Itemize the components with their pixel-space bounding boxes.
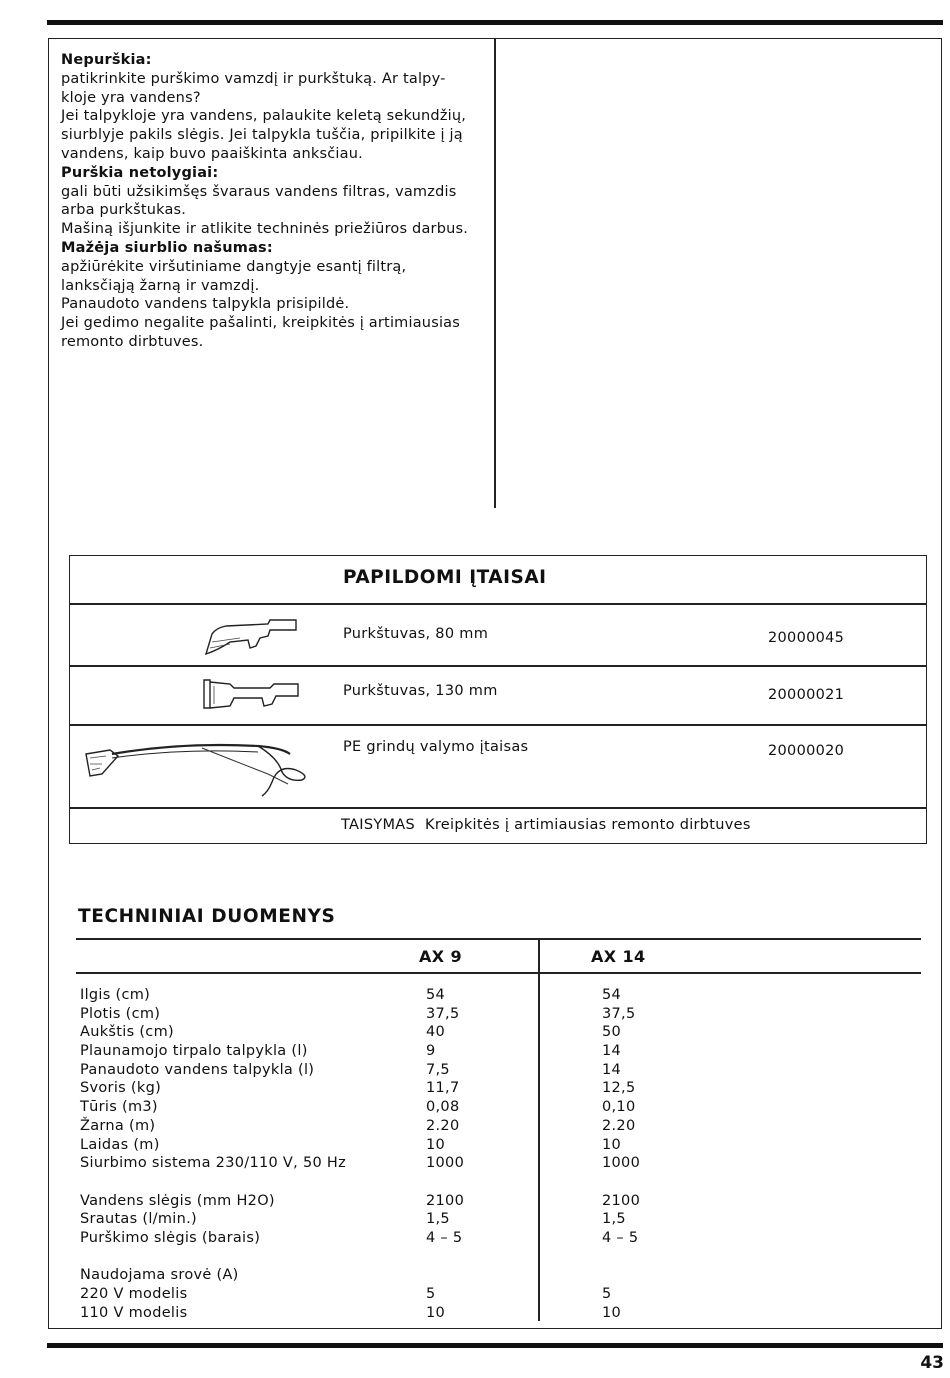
trouble-line: siurblyje pakils slėgis. Jei talpykla tuščia, pripilkite į ją (61, 127, 463, 144)
spec-value: 2.20 (426, 1117, 460, 1134)
spec-label: Naudojama srovė (A) (80, 1267, 239, 1284)
spec-label: 110 V modelis (80, 1304, 188, 1321)
spec-label: Ilgis (cm) (80, 987, 151, 1003)
trouble-heading: Purškia netolygiai: (61, 164, 219, 181)
trouble-heading: Nepurškia: (61, 52, 152, 68)
tech-rule (76, 938, 921, 940)
spec-value: 1000 (602, 1155, 641, 1172)
spec-value (426, 1248, 464, 1267)
spec-value: 37,5 (602, 1005, 636, 1022)
trouble-line: gali būti užsikimšęs švaraus vandens filtras, vamzdis (61, 183, 457, 200)
page-number: 43 (920, 1353, 944, 1373)
tech-title: TECHNINIAI DUOMENYS (78, 906, 336, 927)
column-divider (494, 38, 496, 508)
tech-column-divider (538, 938, 540, 1321)
spec-value: 4 – 5 (602, 1229, 639, 1246)
model-header-ax14: AX 14 (591, 947, 646, 966)
spec-value: 0,10 (602, 1099, 636, 1116)
spec-label: Tūris (m3) (80, 1099, 158, 1116)
trouble-line: vandens, kaip buvo paaiškinta anksčiau. (61, 145, 363, 162)
top-rule (47, 20, 943, 25)
spec-label: Laidas (m) (80, 1136, 160, 1153)
spec-value: 12,5 (602, 1080, 636, 1097)
repair-note (341, 817, 751, 833)
spec-label: Aukštis (cm) (80, 1024, 174, 1041)
trouble-line: Mašiną išjunkite ir atlikite techninės priežiūros darbus. (61, 221, 469, 238)
spec-value: 10 (426, 1136, 446, 1153)
spec-value: 37,5 (426, 1005, 460, 1022)
trouble-line: Jei gedimo negalite pašalinti, kreipkitės į artimiausias (61, 315, 461, 332)
floor-tool-icon (82, 734, 308, 800)
spec-label: Žarna (m) (80, 1117, 156, 1134)
spec-value: 50 (602, 1024, 622, 1041)
spec-value: 14 (602, 1043, 622, 1060)
troubleshooting-section (61, 51, 486, 352)
trouble-line: Jei talpykloje yra vandens, palaukite keletą sekundžių, (61, 108, 467, 125)
model-header-ax9: AX 9 (419, 947, 463, 966)
spec-value: 5 (426, 1286, 436, 1302)
spec-value: 9 (426, 1043, 436, 1060)
spec-value: 40 (426, 1024, 446, 1041)
trouble-line: remonto dirbtuves. (61, 333, 204, 350)
accessory-name: PE grindų valymo įtaisas (343, 739, 529, 755)
spec-value (602, 1266, 640, 1285)
accessory-code: 20000020 (768, 743, 845, 759)
accessory-name: Purkštuvas, 130 mm (343, 683, 498, 699)
trouble-line: kloje yra vandens? (61, 89, 201, 106)
spec-value (602, 1248, 640, 1267)
spec-label (80, 1248, 346, 1267)
bottom-rule (47, 1343, 943, 1348)
spec-label: Plotis (cm) (80, 1005, 161, 1022)
spec-value: 2100 (426, 1192, 465, 1209)
accessory-name: Purkštuvas, 80 mm (343, 626, 489, 642)
table-divider (70, 603, 926, 605)
spec-label: Plaunamojo tirpalo talpykla (l) (80, 1043, 308, 1060)
trouble-line: Panaudoto vandens talpykla prisipildė. (61, 296, 350, 313)
spec-label: 220 V modelis (80, 1286, 188, 1302)
trouble-line: patikrinkite purškimo vamzdį ir purkštuką. Ar talpy- (61, 70, 446, 87)
accessories-table (69, 555, 927, 844)
spec-label: Srautas (l/min.) (80, 1211, 197, 1228)
spec-value: 10 (426, 1304, 446, 1321)
trouble-line: arba purkštukas. (61, 202, 187, 219)
spec-values-ax9 (426, 986, 464, 1322)
spec-values-ax14 (602, 986, 640, 1322)
repair-text: Kreipkitės į artimiausias remonto dirbtuves (425, 817, 751, 833)
nozzle-130-icon (200, 674, 302, 714)
spec-value: 2.20 (602, 1117, 636, 1134)
accessories-title: PAPILDOMI ĮTAISAI (343, 567, 547, 588)
accessory-code: 20000021 (768, 687, 845, 703)
spec-value: 5 (602, 1286, 612, 1302)
accessory-code: 20000045 (768, 630, 845, 646)
spec-label: Purškimo slėgis (barais) (80, 1229, 261, 1246)
spec-value: 1,5 (426, 1211, 450, 1228)
spec-value (426, 1266, 464, 1285)
spec-value: 54 (602, 987, 622, 1003)
spec-value: 54 (426, 987, 446, 1003)
table-divider (70, 665, 926, 667)
spec-value: 2100 (602, 1192, 641, 1209)
spec-label (80, 1173, 346, 1192)
spec-value: 7,5 (426, 1061, 450, 1078)
spec-label: Vandens slėgis (mm H2O) (80, 1192, 275, 1209)
spec-label: Panaudoto vandens talpykla (l) (80, 1061, 315, 1078)
spec-value: 4 – 5 (426, 1229, 463, 1246)
spec-value: 10 (602, 1304, 622, 1321)
repair-label: TAISYMAS (341, 817, 416, 833)
table-divider (70, 807, 926, 809)
spec-label: Svoris (kg) (80, 1080, 162, 1097)
spec-value (426, 1173, 464, 1192)
table-divider (70, 724, 926, 726)
spec-value: 11,7 (426, 1080, 460, 1097)
spec-value: 10 (602, 1136, 622, 1153)
trouble-heading: Mažėja siurblio našumas: (61, 239, 273, 256)
spec-labels (80, 986, 346, 1322)
nozzle-80-icon (200, 616, 300, 660)
spec-value: 14 (602, 1061, 622, 1078)
trouble-line: apžiūrėkite viršutiniame dangtyje esantį filtrą, (61, 258, 407, 275)
spec-label: Siurbimo sistema 230/110 V, 50 Hz (80, 1155, 347, 1172)
tech-rule (76, 972, 921, 974)
spec-value: 0,08 (426, 1099, 460, 1116)
trouble-line: lanksčiąją žarną ir vamzdį. (61, 277, 260, 294)
spec-value (602, 1173, 640, 1192)
spec-value: 1000 (426, 1155, 465, 1172)
spec-value: 1,5 (602, 1211, 626, 1228)
